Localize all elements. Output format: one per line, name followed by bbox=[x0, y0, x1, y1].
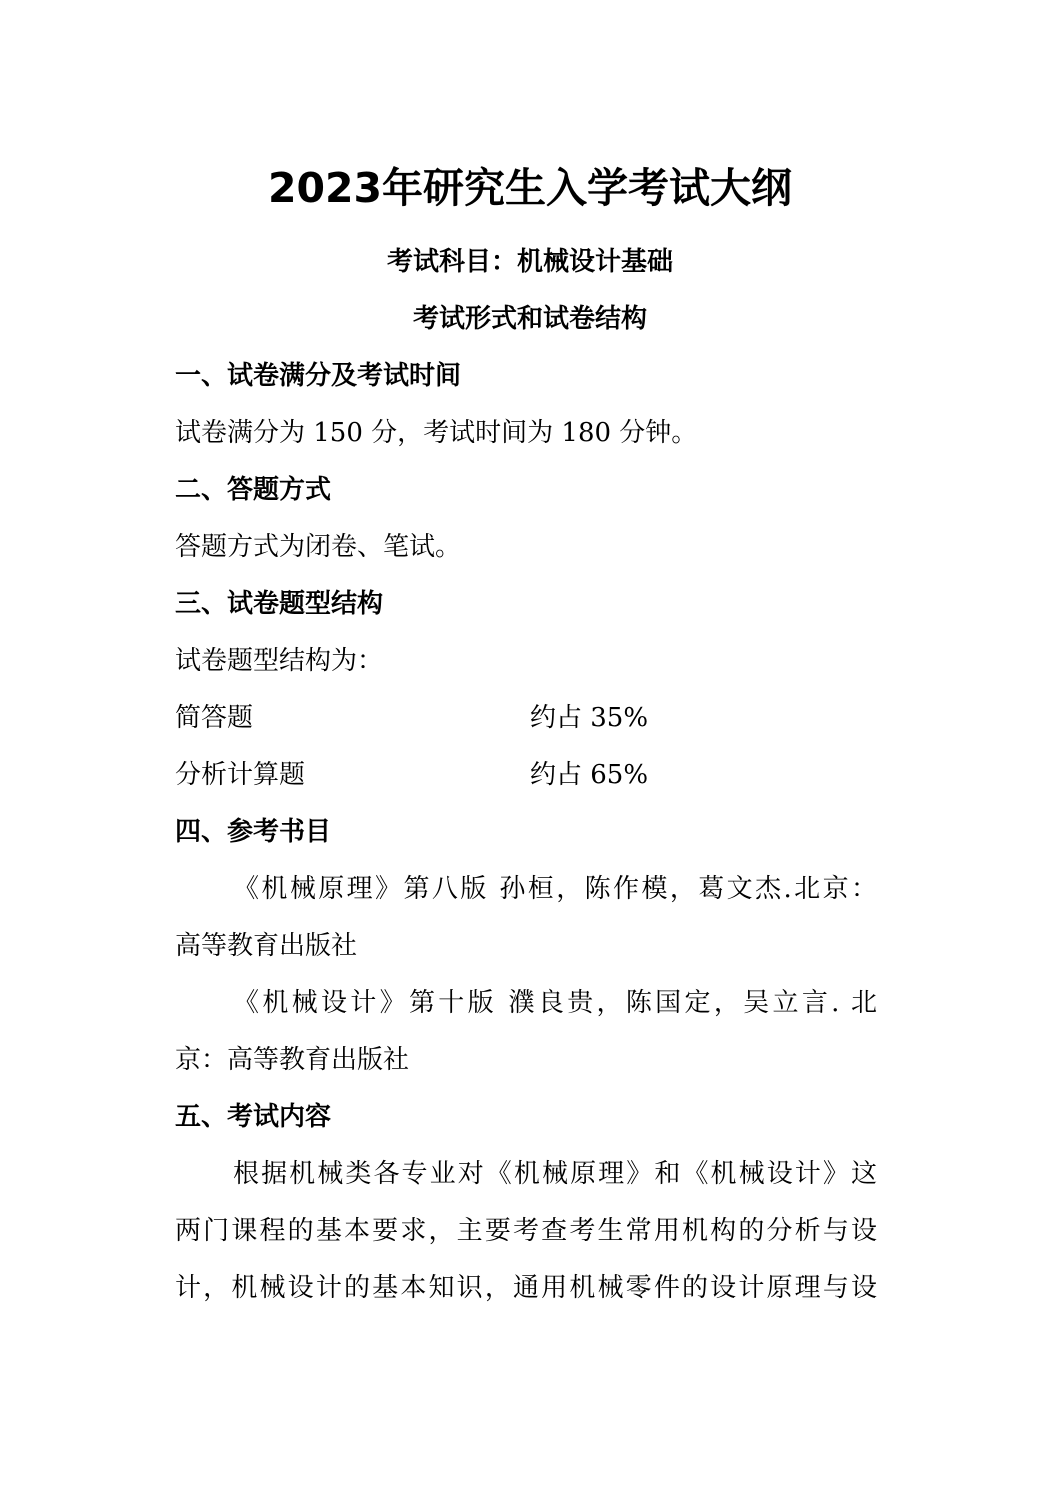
question-type-label: 分析计算题 bbox=[175, 760, 306, 790]
section-3-heading: 三、试卷题型结构 bbox=[175, 589, 384, 619]
question-type-share: 约占 65% bbox=[530, 760, 649, 790]
reference-book-line: 京：高等教育出版社 bbox=[175, 1045, 410, 1075]
content-paragraph-line: 根据机械类各专业对《机械原理》和《机械设计》这 bbox=[233, 1159, 877, 1189]
content-paragraph-line: 计，机械设计的基本知识，通用机械零件的设计原理与设 bbox=[175, 1273, 877, 1303]
section-1-heading: 一、试卷满分及考试时间 bbox=[175, 361, 462, 391]
reference-book-line: 高等教育出版社 bbox=[175, 931, 358, 961]
section-3-intro: 试卷题型结构为： bbox=[175, 646, 384, 676]
section-4-heading: 四、参考书目 bbox=[175, 817, 332, 847]
content-paragraph-line: 两门课程的基本要求，主要考查考生常用机构的分析与设 bbox=[175, 1216, 877, 1246]
question-type-label: 简答题 bbox=[175, 703, 254, 733]
exam-format-title: 考试形式和试卷结构 bbox=[412, 304, 647, 334]
document-title: 2023年研究生入学考试大纲 bbox=[267, 164, 793, 212]
section-5-heading: 五、考试内容 bbox=[175, 1102, 332, 1132]
section-1-text: 试卷满分为 150 分，考试时间为 180 分钟。 bbox=[175, 418, 698, 448]
question-type-share: 约占 35% bbox=[530, 703, 649, 733]
reference-book-line: 《机械设计》第十版 濮良贵，陈国定，吴立言. 北 bbox=[233, 988, 877, 1018]
section-2-text: 答题方式为闭卷、笔试。 bbox=[175, 532, 462, 562]
exam-subject: 考试科目：机械设计基础 bbox=[386, 247, 673, 277]
section-2-heading: 二、答题方式 bbox=[175, 475, 332, 505]
reference-book-line: 《机械原理》第八版 孙桓，陈作模，葛文杰.北京： bbox=[233, 874, 877, 904]
